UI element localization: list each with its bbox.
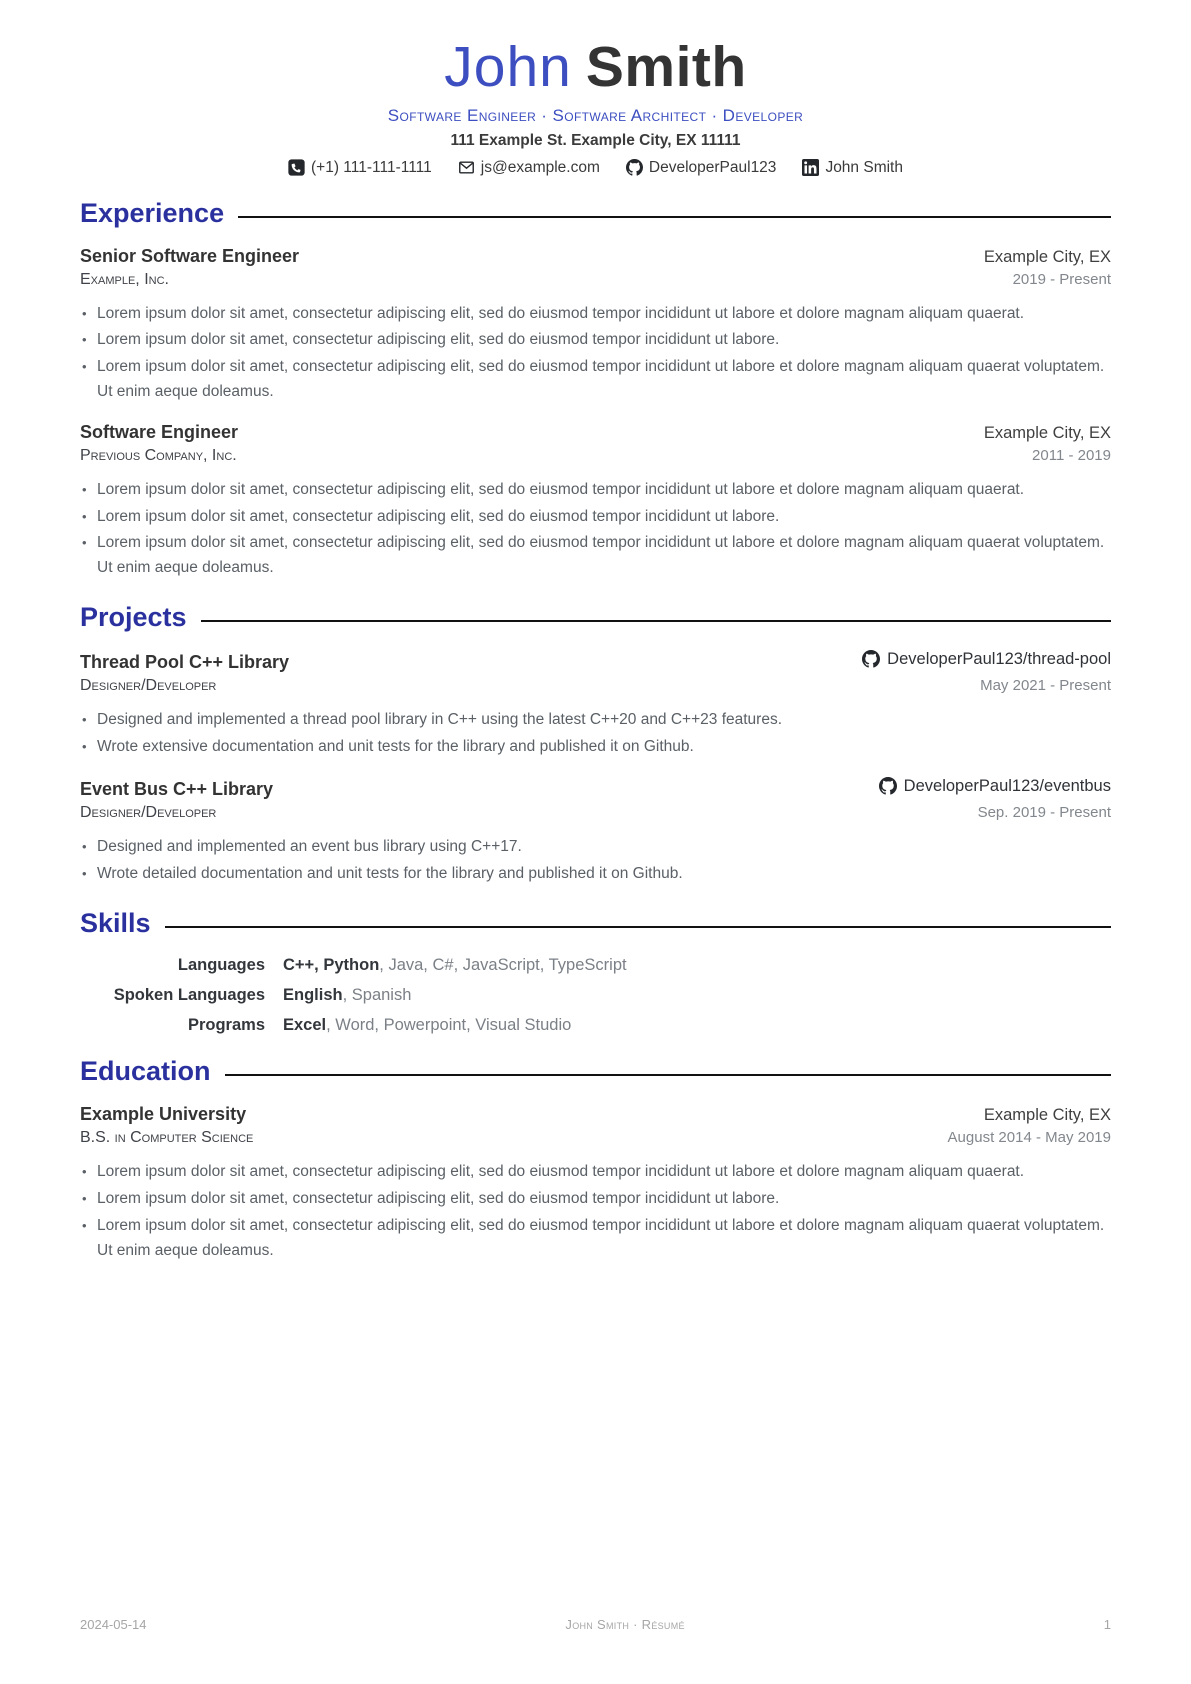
section-rule (225, 1074, 1111, 1076)
contact-row (80, 159, 1111, 177)
bullet-item: • Lorem ipsum dolor sit amet, consectetur adipiscing elit, sed do eiusmod tempor incididunt ut labore et dolore magnam aliquam quaerat voluptatem. Ut enim aeque doleamus. (80, 1214, 1111, 1264)
skill-strong: Excel (283, 1016, 327, 1035)
section-experience (80, 199, 1111, 581)
section-education (80, 1057, 1111, 1263)
job-dates: 2019 - Present (1012, 270, 1111, 288)
skill-strong: English (283, 986, 343, 1005)
linkedin-text: John Smith (825, 158, 903, 176)
company-name: Previous Company, Inc. (80, 446, 237, 464)
section-projects (80, 603, 1111, 887)
bullet-item: • Lorem ipsum dolor sit amet, consectetur adipiscing elit, sed do eiusmod tempor incididunt ut labore et dolore magnam aliquam quaerat voluptatem. Ut enim aeque doleamus. (80, 531, 1111, 581)
skill-values (283, 956, 627, 975)
project-dates: Sep. 2019 - Present (977, 804, 1111, 822)
project-role: Designer/Developer (80, 804, 217, 822)
project-entry (80, 650, 1111, 760)
phone-text: (+1) 111-111-1111 (311, 158, 432, 176)
bullet-item: • Lorem ipsum dolor sit amet, consectetur adipiscing elit, sed do eiusmod tempor incididunt ut labore et dolore magnam aliquam quaerat. (80, 302, 1111, 327)
name (80, 36, 1111, 100)
project-repo-link[interactable] (862, 650, 1111, 669)
github-link[interactable] (626, 159, 777, 177)
experience-entry (80, 246, 1111, 405)
project-dates: May 2021 - Present (980, 677, 1111, 695)
skill-label: Languages (177, 956, 265, 975)
linkedin-link[interactable] (802, 159, 903, 177)
education-bullets (80, 1160, 1111, 1263)
skill-values (283, 986, 411, 1005)
section-title: Projects (80, 601, 187, 632)
experience-entry (80, 422, 1111, 581)
job-dates: 2011 - 2019 (1032, 446, 1111, 464)
skill-rest: , Spanish (342, 986, 412, 1005)
education-dates: August 2014 - May 2019 (947, 1129, 1111, 1147)
school-location: Example City, EX (983, 1106, 1111, 1125)
section-rule (165, 926, 1111, 928)
school-name: Example University (80, 1104, 247, 1125)
skill-values (283, 1016, 571, 1035)
repo-text: DeveloperPaul123/eventbus (903, 776, 1111, 795)
section-rule (238, 216, 1111, 218)
bullet-item: • Lorem ipsum dolor sit amet, consectetur adipiscing elit, sed do eiusmod tempor incididunt ut labore et dolore magnam aliquam quaerat. (80, 478, 1111, 503)
email-link[interactable] (458, 159, 600, 177)
skill-strong: C++, Python (283, 956, 380, 975)
bullet-item: • Lorem ipsum dolor sit amet, consectetur adipiscing elit, sed do eiusmod tempor incididunt ut labore. (80, 1187, 1111, 1212)
footer-title: John Smith · Résumé (565, 1617, 685, 1632)
skill-label: Programs (187, 1016, 265, 1035)
email-icon (458, 159, 475, 176)
project-title: Thread Pool C++ Library (80, 652, 290, 673)
job-bullets (80, 478, 1111, 581)
experience-heading (80, 199, 1111, 229)
bullet-item: • Lorem ipsum dolor sit amet, consectetur adipiscing elit, sed do eiusmod tempor incididunt ut labore et dolore magnam aliquam quaerat voluptatem. Ut enim aeque doleamus. (80, 355, 1111, 405)
project-bullets (80, 708, 1111, 760)
page-footer (80, 1617, 1111, 1632)
github-icon (862, 650, 880, 668)
section-title: Experience (80, 197, 225, 228)
project-bullets (80, 835, 1111, 887)
address: 111 Example St. Example City, EX 11111 (450, 131, 741, 149)
github-icon (626, 159, 643, 176)
skill-rest: , Java, C#, JavaScript, TypeScript (379, 956, 627, 975)
skills-heading (80, 909, 1111, 939)
project-title: Event Bus C++ Library (80, 779, 274, 800)
job-bullets (80, 302, 1111, 405)
section-skills (80, 909, 1111, 1036)
section-title: Education (80, 1056, 211, 1087)
last-name: Smith (585, 35, 747, 99)
company-name: Example, Inc. (80, 270, 169, 288)
github-icon (879, 777, 897, 795)
job-location: Example City, EX (983, 247, 1111, 266)
skills-table (80, 956, 1111, 1035)
github-text: DeveloperPaul123 (648, 158, 777, 176)
skill-row (80, 1016, 1111, 1035)
bullet-item: • Designed and implemented a thread pool library in C++ using the latest C++20 and C++23 features. (80, 708, 1111, 733)
bullet-item: • Lorem ipsum dolor sit amet, consectetur adipiscing elit, sed do eiusmod tempor incididunt ut labore. (80, 505, 1111, 530)
section-rule (201, 620, 1111, 622)
section-title: Skills (80, 907, 151, 938)
first-name: John (444, 35, 572, 99)
footer-page-number: 1 (1103, 1617, 1111, 1632)
education-heading (80, 1057, 1111, 1087)
skill-rest: , Word, Powerpoint, Visual Studio (326, 1016, 572, 1035)
footer-date: 2024-05-14 (80, 1617, 147, 1632)
skill-row (80, 986, 1111, 1005)
job-title: Software Engineer (80, 421, 239, 442)
project-role: Designer/Developer (80, 677, 217, 695)
linkedin-icon (802, 159, 819, 176)
skill-label: Spoken Languages (113, 986, 265, 1005)
bullet-item: • Lorem ipsum dolor sit amet, consectetur adipiscing elit, sed do eiusmod tempor incididunt ut labore et dolore magnam aliquam quaerat. (80, 1160, 1111, 1185)
skill-row (80, 956, 1111, 975)
phone-icon (288, 159, 305, 176)
repo-text: DeveloperPaul123/thread-pool (887, 649, 1111, 668)
job-title: Senior Software Engineer (80, 245, 300, 266)
bullet-item: • Lorem ipsum dolor sit amet, consectetur adipiscing elit, sed do eiusmod tempor incididunt ut labore. (80, 328, 1111, 353)
bullet-item: • Designed and implemented an event bus library using C++17. (80, 835, 1111, 860)
degree: B.S. in Computer Science (80, 1129, 254, 1147)
education-entry (80, 1104, 1111, 1263)
project-repo-link[interactable] (879, 777, 1111, 796)
bullet-item: • Wrote extensive documentation and unit tests for the library and published it on Github. (80, 735, 1111, 760)
projects-heading (80, 603, 1111, 633)
tagline: Software Engineer · Software Architect · Developer (387, 105, 804, 125)
email-text: js@example.com (480, 158, 600, 176)
project-entry (80, 777, 1111, 887)
resume-header (80, 36, 1111, 177)
job-location: Example City, EX (983, 423, 1111, 442)
phone-link[interactable] (288, 159, 432, 177)
bullet-item: • Wrote detailed documentation and unit tests for the library and published it on Github. (80, 862, 1111, 887)
